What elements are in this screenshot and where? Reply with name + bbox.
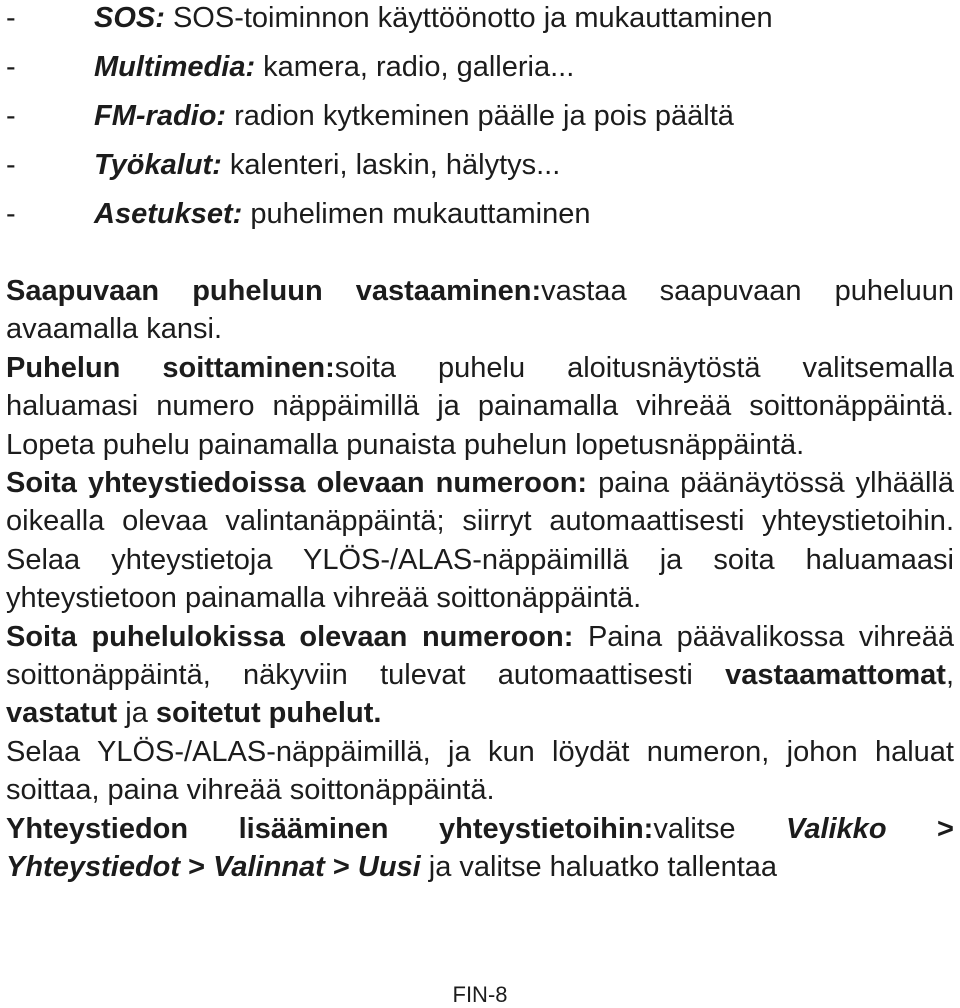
list-item-term: FM-radio:	[94, 100, 227, 132]
separator: ,	[945, 659, 954, 692]
menu-path-arrow: >	[324, 851, 358, 884]
paragraph-title: Yhteystiedon lisääminen yhteystietoihin:	[6, 812, 654, 845]
menu-path-item: Uusi	[357, 851, 421, 884]
paragraph-title: Saapuvaan puheluun vastaaminen:	[6, 275, 542, 307]
list-item-desc: SOS-toiminnon käyttöönotto ja mukauttaminen	[164, 2, 773, 34]
list-item-term: Asetukset:	[94, 198, 243, 230]
paragraph-text: soita puhelu aloitusnäytöstä valitsemalla haluamasi numero näppäimillä ja painamalla vihreää soittonäppäintä. Lopeta puhelu painamalla punaista puhelun lopetusnäppäintä.	[6, 351, 954, 461]
dialed-calls-term: soitetut puhelut	[155, 697, 374, 730]
paragraph-call-log-browse	[6, 733, 954, 810]
list-item-term: Työkalut:	[94, 149, 222, 181]
list-bullet: -	[6, 2, 16, 34]
paragraph-answer-call	[6, 272, 954, 349]
list-item-term: SOS:	[94, 2, 165, 34]
list-item	[6, 0, 954, 49]
menu-path-arrow: >	[180, 851, 214, 884]
list-item-text	[94, 98, 734, 135]
list-item	[6, 49, 954, 98]
list-item-desc: radion kytkeminen päälle ja pois päältä	[226, 100, 734, 132]
list-item-text	[94, 0, 773, 37]
paragraph-text: ja valitse haluatko tallentaa	[420, 851, 778, 884]
paragraph-title: Soita puhelulokissa olevaan numeroon:	[6, 620, 574, 653]
list-item	[6, 98, 954, 147]
menu-path-item: Yhteystiedot	[6, 851, 181, 884]
list-item-desc: kalenteri, laskin, hälytys...	[221, 149, 561, 181]
answered-calls-term: vastatut	[6, 697, 118, 730]
paragraph-text: paina päänäytössä ylhäällä oikealla olevaa valintanäppäintä; siirryt automaattisesti yhteystietoihin. Selaa yhteystietoja YLÖS-/ALAS-näppäimillä ja soita haluamaasi yhteystietoon painamalla vihreää soittonäppäintä.	[6, 467, 954, 615]
menu-list	[6, 0, 954, 245]
menu-path-item: Valinnat	[213, 851, 325, 884]
list-item	[6, 196, 954, 245]
paragraph-call-contact	[6, 464, 954, 618]
list-item-term: Multimedia:	[94, 51, 256, 83]
page-number: FIN-8	[452, 982, 508, 1007]
list-bullet: -	[6, 149, 16, 181]
list-item-text	[94, 147, 560, 184]
paragraph-text: valitse	[653, 812, 787, 845]
paragraph-make-call	[6, 349, 954, 464]
menu-path-arrow: >	[886, 812, 954, 845]
paragraph-text: Paina päävalikossa vihreää soittonäppäintä, näkyviin tulevat automaattisesti	[6, 620, 954, 692]
paragraph-title: Puhelun soittaminen:	[6, 351, 335, 384]
paragraph-call-log	[6, 618, 954, 733]
missed-calls-term: vastaamattomat	[725, 659, 946, 692]
paragraph-text: Selaa YLÖS-/ALAS-näppäimillä, ja kun löydät numeron, johon haluat soittaa, paina vihreää soittonäppäintä.	[6, 735, 954, 807]
list-item-desc: kamera, radio, galleria...	[255, 51, 575, 83]
list-bullet: -	[6, 100, 16, 132]
sentence-end: .	[373, 697, 382, 730]
paragraph-title: Soita yhteystiedoissa olevaan numeroon:	[6, 467, 588, 500]
list-item-desc: puhelimen mukauttaminen	[242, 198, 591, 230]
list-bullet: -	[6, 51, 16, 83]
paragraph-text: vastaa saapuvaan puheluun avaamalla kansi.	[6, 275, 954, 346]
list-bullet: -	[6, 198, 16, 230]
document-page	[6, 0, 954, 887]
list-item-text	[94, 49, 574, 86]
menu-path-item: Valikko	[786, 812, 887, 845]
list-item-text	[94, 196, 590, 233]
separator: ja	[117, 697, 156, 730]
paragraph-add-contact	[6, 810, 954, 887]
list-item	[6, 147, 954, 196]
